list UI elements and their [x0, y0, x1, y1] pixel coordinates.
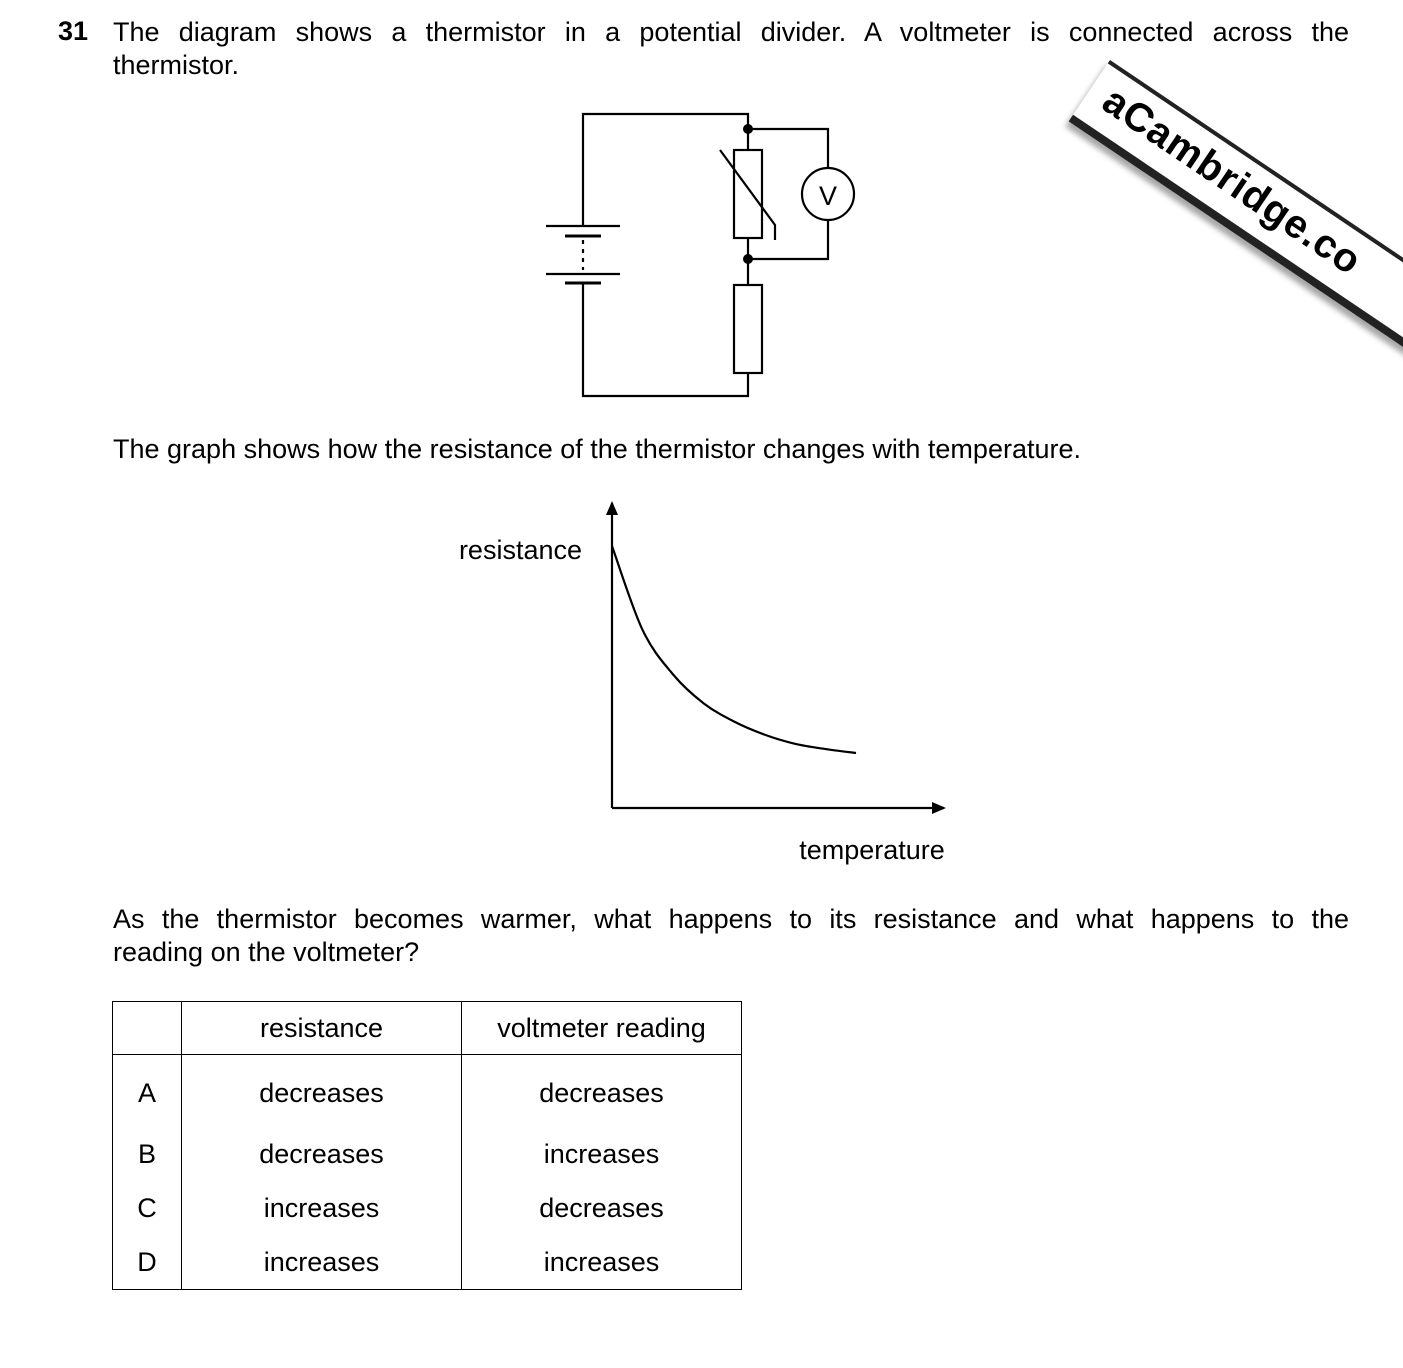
option-key: D: [113, 1235, 182, 1290]
prompt-line-2: reading on the voltmeter?: [113, 937, 420, 967]
option-voltmeter: decreases: [462, 1181, 742, 1235]
option-voltmeter: increases: [462, 1127, 742, 1181]
y-axis-label: resistance: [458, 535, 582, 565]
graph-intro-text: The graph shows how the resistance of the thermistor changes with temperature.: [113, 434, 1081, 464]
option-voltmeter: decreases: [462, 1055, 742, 1128]
question-number: 31: [58, 16, 89, 46]
option-key: B: [113, 1127, 182, 1181]
question-text-line-1: The diagram shows a thermistor in a potential divider. A voltmeter is connected across the: [113, 17, 1349, 47]
voltmeter-label: V: [818, 181, 838, 211]
options-table: [112, 1001, 742, 1290]
header-key: [113, 1002, 182, 1055]
x-axis-label: temperature: [799, 835, 945, 865]
option-resistance: increases: [182, 1181, 462, 1235]
option-key: A: [113, 1055, 182, 1128]
option-resistance: increases: [182, 1235, 462, 1290]
header-voltmeter: voltmeter reading: [462, 1002, 742, 1055]
option-row-d[interactable]: [113, 1235, 742, 1290]
options-header-row: [113, 1002, 742, 1055]
option-row-b[interactable]: [113, 1127, 742, 1181]
question-text-line-2: thermistor.: [113, 50, 240, 80]
option-resistance: decreases: [182, 1127, 462, 1181]
header-resistance: resistance: [182, 1002, 462, 1055]
resistance-curve: [612, 546, 856, 753]
option-resistance: decreases: [182, 1055, 462, 1128]
prompt-line-1: As the thermistor becomes warmer, what happens to its resistance and what happens to the: [113, 904, 1349, 934]
watermark-text: aCambridge.co: [1094, 78, 1370, 284]
option-row-c[interactable]: [113, 1181, 742, 1235]
option-key: C: [113, 1181, 182, 1235]
option-row-a[interactable]: [113, 1055, 742, 1128]
option-voltmeter: increases: [462, 1235, 742, 1290]
